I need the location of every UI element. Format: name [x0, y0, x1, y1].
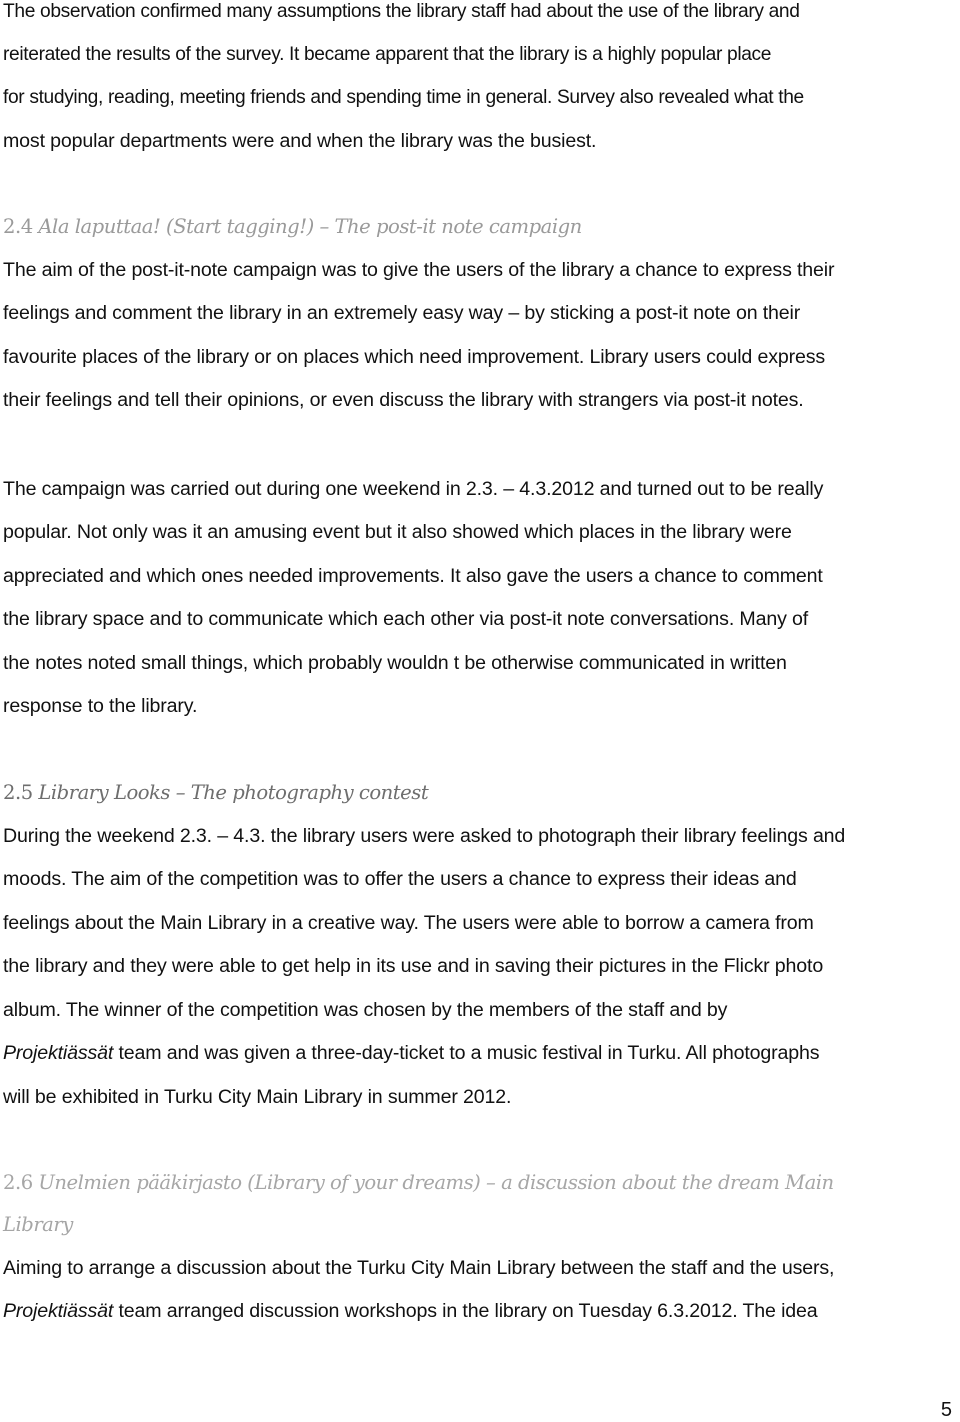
team-name: Projektiässät: [3, 1300, 114, 1322]
paragraph-line: Aiming to arrange a discussion about the Turku City Main Library between the staff and the users,: [3, 1257, 835, 1279]
paragraph-line: feelings and comment the library in an extremely easy way – by sticking a post-it note on their: [3, 302, 801, 324]
paragraph-line: the library space and to communicate which each other via post-it note conversations. Many of: [3, 608, 809, 630]
paragraph-text: team and was given a three-day-ticket to a music festival in Turku. All photographs: [113, 1042, 820, 1064]
paragraph-line: The observation confirmed many assumptions the library staff had about the use of the library and: [3, 1, 800, 22]
paragraph-line: will be exhibited in Turku City Main Library in summer 2012.: [3, 1086, 512, 1108]
paragraph-line: [3, 1299, 818, 1323]
paragraph-line: During the weekend 2.3. – 4.3. the library users were asked to photograph their library feelings and: [3, 825, 846, 847]
paragraph-line: appreciated and which ones needed improvements. It also gave the users a chance to comment: [3, 565, 823, 587]
paragraph-line: feelings about the Main Library in a creative way. The users were able to borrow a camera from: [3, 912, 814, 934]
team-name: Projektiässät: [3, 1042, 114, 1064]
paragraph-line: popular. Not only was it an amusing event but it also showed which places in the library were: [3, 521, 792, 543]
section-heading: [3, 781, 428, 805]
section-title: Ala laputtaa! (Start tagging!) – The post-it note campaign: [38, 215, 582, 238]
paragraph-line: [3, 1041, 819, 1065]
paragraph-line: moods. The aim of the competition was to offer the users a chance to express their ideas and: [3, 868, 797, 890]
section-number: 2.5: [3, 781, 33, 804]
paragraph-line: most popular departments were and when the library was the busiest.: [3, 130, 597, 152]
paragraph-line: their feelings and tell their opinions, or even discuss the library with strangers via post-it notes.: [3, 389, 804, 411]
paragraph-line: The aim of the post-it-note campaign was to give the users of the library a chance to express their: [3, 259, 835, 281]
paragraph-line: The campaign was carried out during one weekend in 2.3. – 4.3.2012 and turned out to be really: [3, 478, 824, 500]
section-number: 2.4: [3, 215, 33, 238]
page-number: 5: [940, 1399, 952, 1421]
paragraph-text: team arranged discussion workshops in the library on Tuesday 6.3.2012. The idea: [113, 1300, 818, 1322]
section-number: 2.6: [3, 1171, 33, 1194]
section-heading-continued: Library: [3, 1213, 73, 1236]
paragraph-line: album. The winner of the competition was chosen by the members of the staff and by: [3, 999, 728, 1021]
section-title: Unelmien pääkirjasto (Library of your dreams) – a discussion about the dream Main: [38, 1171, 834, 1194]
section-heading: [3, 1171, 834, 1195]
section-heading: [3, 215, 582, 239]
paragraph-line: the library and they were able to get help in its use and in saving their pictures in the Flickr photo: [3, 955, 824, 977]
paragraph-line: reiterated the results of the survey. It became apparent that the library is a highly popular place: [3, 44, 772, 65]
paragraph-line: favourite places of the library or on places which need improvement. Library users could express: [3, 346, 826, 368]
paragraph-line: for studying, reading, meeting friends and spending time in general. Survey also revealed what the: [3, 87, 804, 108]
paragraph-line: the notes noted small things, which probably wouldn t be otherwise communicated in written: [3, 652, 787, 674]
section-title: Library Looks – The photography contest: [38, 781, 429, 804]
paragraph-line: response to the library.: [3, 695, 198, 717]
